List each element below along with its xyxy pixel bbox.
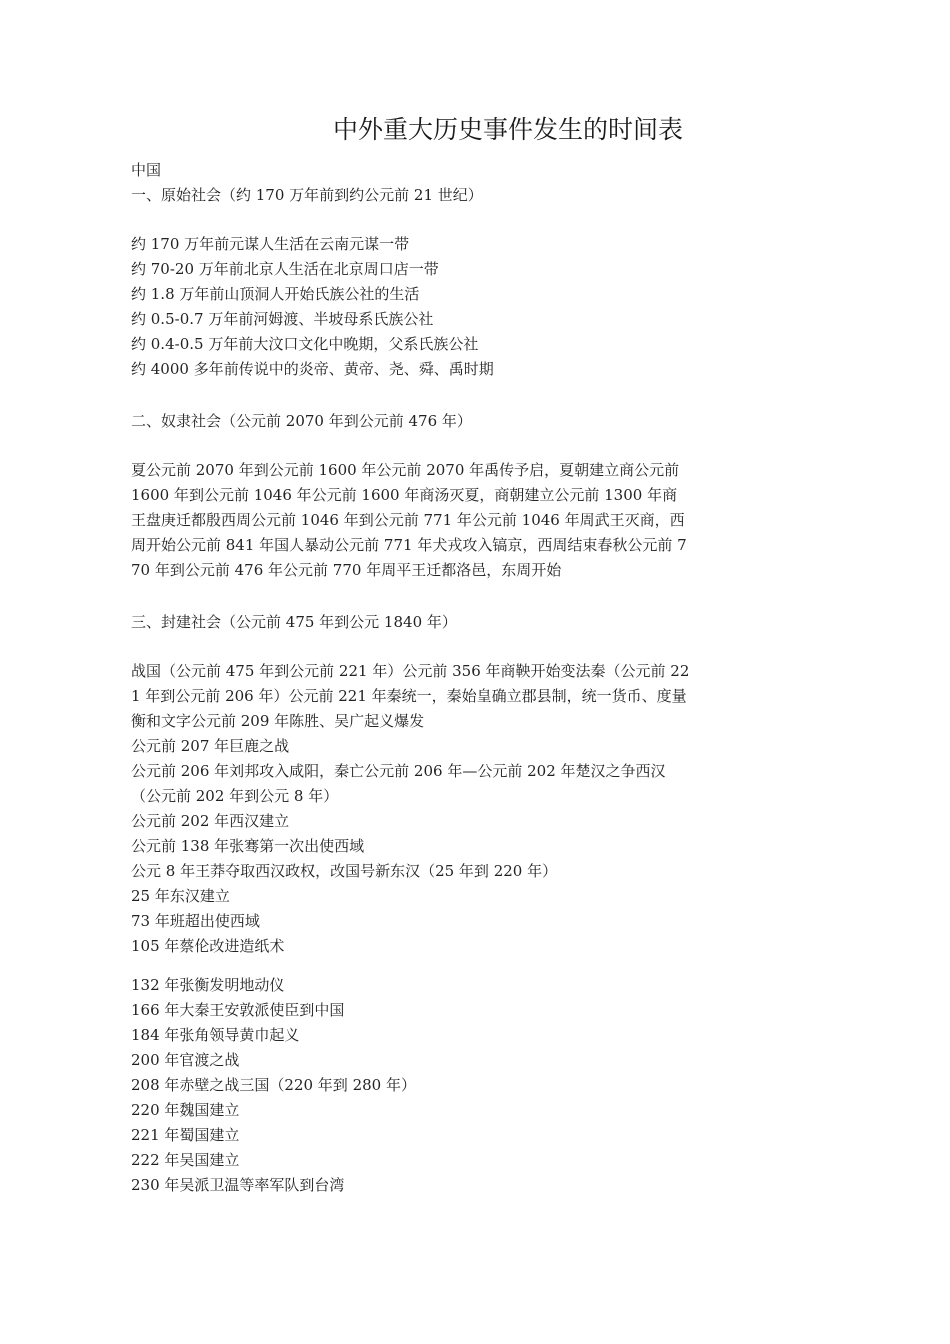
document-title: 中外重大历史事件发生的时间表: [333, 115, 684, 144]
list-item: 166 年大秦王安敦派使臣到中国: [131, 1001, 345, 1019]
list-item: 公元前 138 年张骞第一次出使西域: [131, 837, 365, 855]
list-item: 25 年东汉建立: [131, 887, 230, 905]
list-item: 约 0.5-0.7 万年前河姆渡、半坡母系氏族公社: [131, 310, 434, 328]
list-item: 221 年蜀国建立: [131, 1126, 240, 1144]
document-body: [131, 158, 691, 1198]
list-item: 208 年赤壁之战三国（220 年到 280 年）: [131, 1076, 416, 1094]
list-item: 公元 8 年王莽夺取西汉政权，改国号新东汉（25 年到 220 年）: [131, 862, 558, 880]
list-item: 73 年班超出使西域: [131, 912, 260, 930]
list-item: 200 年官渡之战: [131, 1051, 240, 1069]
list-item: 约 0.4-0.5 万年前大汶口文化中晚期，父系氏族公社: [131, 335, 479, 353]
list-item: 184 年张角领导黄巾起义: [131, 1026, 300, 1044]
list-item: 公元前 207 年巨鹿之战: [131, 737, 290, 755]
list-item: 105 年蔡伦改进造纸术: [131, 937, 285, 955]
list-item: 220 年魏国建立: [131, 1101, 240, 1119]
period3-paragraph-2: 公元前 206 年刘邦攻入咸阳，秦亡公元前 206 年—公元前 202 年楚汉之争西汉（公元前 202 年到公元 8 年）: [131, 762, 666, 805]
period2-paragraph: 夏公元前 2070 年到公元前 1600 年公元前 2070 年禹传予启，夏朝建立商公元前 1600 年到公元前 1046 年公元前 1600 年商汤灭夏，商朝建立公元前 1300 年商王盘庚迁都殷西周公元前 1046 年到公元前 771 年公元前 1046 年周武王灭商，西周开始公元前 841 年国人暴动公元前 771 年犬戎攻入镐京，西周结束春秋公元前 770 年到公元前 476 年公元前 770 年周平王迁都洛邑，东周开始: [131, 461, 687, 579]
list-item: 公元前 202 年西汉建立: [131, 812, 290, 830]
list-item: 约 70-20 万年前北京人生活在北京周口店一带: [131, 260, 439, 278]
list-item: 132 年张衡发明地动仪: [131, 976, 285, 994]
list-item: 222 年吴国建立: [131, 1151, 240, 1169]
list-item: 约 170 万年前元谋人生活在云南元谋一带: [131, 235, 410, 253]
period3-heading: 三、封建社会（公元前 475 年到公元 1840 年）: [131, 613, 457, 631]
section-heading: 中国: [131, 161, 162, 179]
period2-heading: 二、奴隶社会（公元前 2070 年到公元前 476 年）: [131, 412, 472, 430]
period3-paragraph: 战国（公元前 475 年到公元前 221 年）公元前 356 年商鞅开始变法秦（公元前 221 年到公元前 206 年）公元前 221 年秦统一，秦始皇确立郡县制，统一货币、度量衡和文字公元前 209 年陈胜、吴广起义爆发: [131, 662, 690, 730]
period1-heading: 一、原始社会（约 170 万年前到约公元前 21 世纪）: [131, 186, 483, 204]
list-item: 230 年吴派卫温等率军队到台湾: [131, 1176, 345, 1194]
list-item: 约 1.8 万年前山顶洞人开始氏族公社的生活: [131, 285, 420, 303]
list-item: 约 4000 多年前传说中的炎帝、黄帝、尧、舜、禹时期: [131, 360, 494, 378]
